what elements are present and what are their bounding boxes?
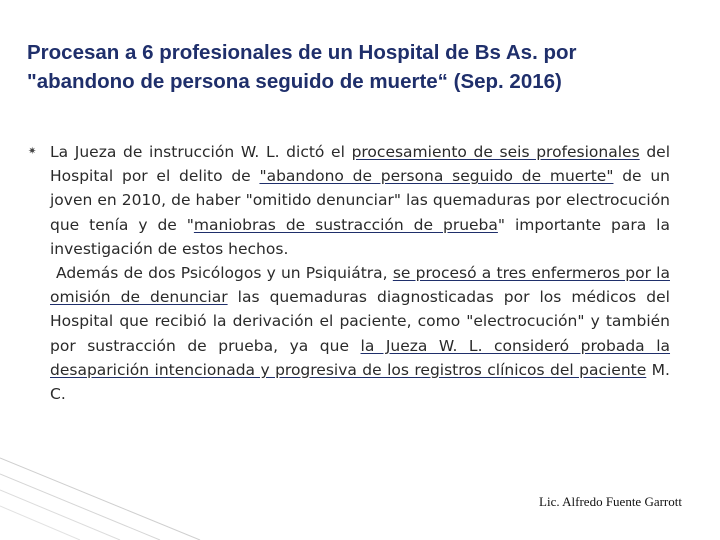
text-run: " importante para la investigación de estos hechos. — [50, 215, 670, 258]
paragraph-1 — [50, 140, 670, 261]
title-line-2: "abandono de persona seguido de muerte“ (Sep. 2016) — [27, 70, 562, 93]
author-signature: Lic. Alfredo Fuente Garrott — [539, 494, 682, 509]
text-run: de un joven en 2010, de haber "omitido denunciar" las quemaduras por electrocución que tenía y de " — [50, 167, 670, 234]
underlined-text: se procesó a tres enfermeros por la omisión de denunciar — [50, 264, 670, 307]
text-run: las quemaduras diagnosticadas por los médicos del Hospital que recibió la derivación el paciente, como "electrocución" y también por sustracción de prueba, ya que — [50, 288, 670, 355]
underlined-text: maniobras de sustracción de prueba — [193, 215, 498, 234]
underlined-text: la Jueza W. L. consideró probada la desaparición intencionada y progresiva de los registros clínicos del paciente — [50, 336, 671, 379]
title-line-1: Procesan a 6 profesionales de un Hospital de Bs As. por — [27, 41, 577, 64]
decorative-lines — [0, 440, 210, 540]
bullet-marker-icon: ✷ — [28, 146, 37, 157]
text-run: M. C. — [50, 360, 670, 404]
underlined-text: procesamiento de seis profesionales — [351, 143, 640, 161]
body-text — [50, 140, 670, 406]
text-run: La Jueza de instrucción W. L. dictó el — [50, 143, 352, 161]
paragraph-2 — [50, 261, 670, 406]
text-run: Además de dos Psicólogos y un Psiquiátra, — [56, 264, 393, 283]
text-run: del Hospital por el delito de — [50, 143, 671, 186]
underlined-text: "abandono de persona seguido de muerte" — [259, 167, 614, 186]
slide-title — [27, 38, 707, 96]
